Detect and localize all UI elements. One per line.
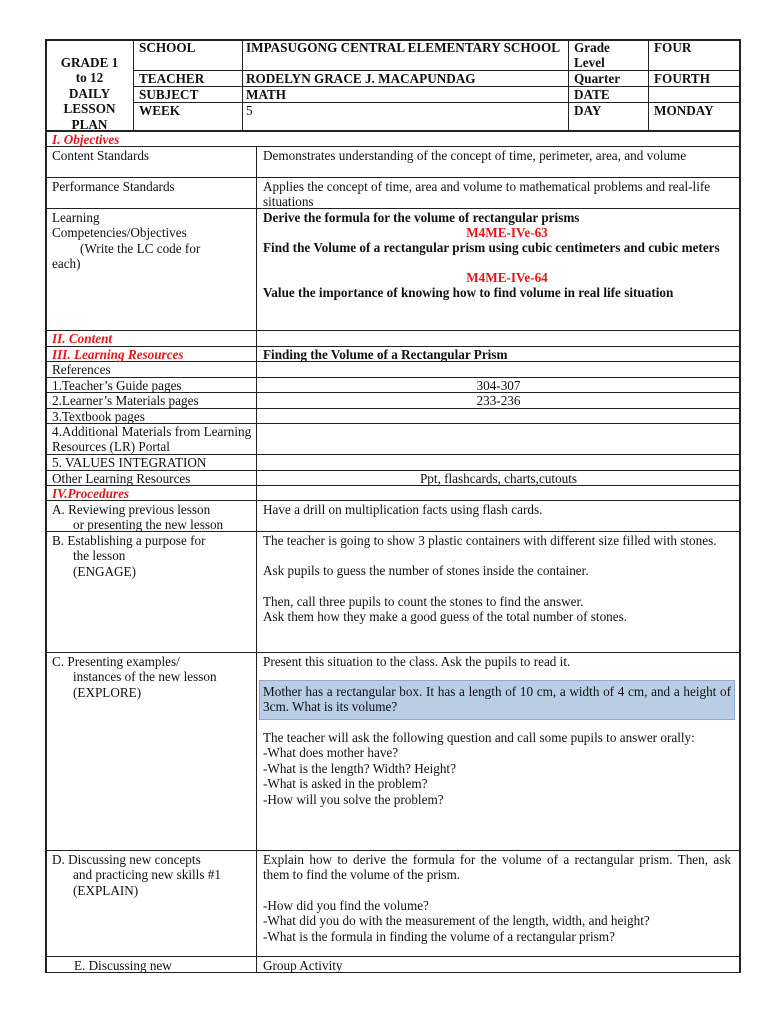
procedure-b-label-line: the lesson bbox=[73, 548, 126, 564]
content-heading: II. Content bbox=[52, 331, 113, 346]
procedure-d-question: -What did you do with the measurement of the length, width, and height? bbox=[263, 913, 650, 929]
subject-value: MATH bbox=[246, 87, 287, 102]
values-integration-label: 5. VALUES INTEGRATION bbox=[52, 455, 207, 470]
procedures-heading: IV.Procedures bbox=[52, 486, 130, 501]
lc-code-2: M4ME-IVe-64 bbox=[466, 270, 548, 285]
procedure-b-paragraph: The teacher is going to show 3 plastic containers with different size filled with stones. bbox=[263, 533, 717, 548]
procedure-e-label: E. Discussing new bbox=[74, 958, 172, 973]
dlp-title-line: DAILY bbox=[68, 85, 111, 101]
learning-resources-heading: III. Learning Resources bbox=[52, 347, 184, 362]
week-value: 5 bbox=[246, 103, 253, 118]
content-standards-label: Content Standards bbox=[52, 148, 150, 163]
procedure-c-label-line: C. Presenting examples/ bbox=[52, 654, 180, 669]
procedure-c-label bbox=[52, 654, 252, 700]
procedure-c-question: -How will you solve the problem? bbox=[263, 791, 444, 807]
grid-line bbox=[648, 39, 649, 130]
grid-line bbox=[45, 177, 740, 178]
additional-materials-label: 4.Additional Materials from Learning Resources (LR) Portal bbox=[52, 424, 252, 455]
procedure-d-label-line: (EXPLAIN) bbox=[73, 882, 139, 898]
procedure-c-questions bbox=[263, 730, 731, 807]
grid-line bbox=[45, 850, 740, 851]
quarter-label: Quarter bbox=[574, 71, 621, 86]
grid-line bbox=[133, 39, 134, 130]
grade-level-label: Grade Level bbox=[574, 40, 610, 71]
performance-standards-label: Performance Standards bbox=[52, 179, 175, 194]
learners-materials-label: 2.Learner’s Materials pages bbox=[52, 393, 199, 408]
other-resources-label: Other Learning Resources bbox=[52, 471, 191, 486]
procedure-c-problem: Mother has a rectangular box. It has a length of 10 cm, a width of 4 cm, and a height of 3cm. What is its volume? bbox=[263, 684, 731, 715]
procedure-c-question: -What is asked in the problem? bbox=[263, 776, 428, 792]
lc-label bbox=[52, 210, 252, 272]
performance-standards-value: Applies the concept of time, area and volume to mathematical problems and real-life situations bbox=[263, 179, 711, 210]
lc-1: Derive the formula for the volume of rectangular prisms bbox=[263, 210, 580, 225]
topic-value: Finding the Volume of a Rectangular Prism bbox=[263, 347, 508, 362]
grid-line bbox=[45, 652, 740, 653]
table-border-left bbox=[45, 39, 47, 973]
objectives-heading: I. Objectives bbox=[52, 132, 120, 147]
grid-line bbox=[256, 146, 257, 973]
subject-label: SUBJECT bbox=[139, 87, 199, 102]
lc-3: Value the importance of knowing how to find volume in real life situation bbox=[263, 285, 674, 300]
dlp-title-line: GRADE 1 bbox=[60, 55, 119, 70]
procedure-b-label bbox=[52, 533, 252, 579]
procedure-c-label-line: (EXPLORE) bbox=[73, 684, 142, 700]
table-border-right bbox=[739, 39, 741, 973]
grade-level-value: FOUR bbox=[654, 40, 692, 55]
grid-line bbox=[242, 39, 243, 130]
procedure-a-label bbox=[52, 502, 252, 533]
procedure-b-paragraph: Ask them how they make a good guess of the total number of stones. bbox=[263, 609, 628, 625]
lc-code-1: M4ME-IVe-63 bbox=[466, 225, 548, 240]
teachers-guide-value: 304-307 bbox=[476, 378, 521, 393]
teachers-guide-label: 1.Teacher’s Guide pages bbox=[52, 378, 182, 393]
grid-line bbox=[568, 39, 569, 130]
procedure-b-label-line: B. Establishing a purpose for bbox=[52, 533, 206, 548]
procedure-d-question: -What is the formula in finding the volume of a rectangular prism? bbox=[263, 928, 615, 944]
dlp-title-line: LESSON bbox=[63, 101, 116, 117]
references-label: References bbox=[52, 362, 111, 377]
procedure-c-paragraph: The teacher will ask the following question and call some pupils to answer orally: bbox=[263, 730, 695, 745]
lc-label-line: Learning Competencies/Objectives bbox=[52, 210, 187, 241]
procedure-b-paragraph: Then, call three pupils to count the stones to find the answer. bbox=[263, 593, 584, 609]
procedure-d-label bbox=[52, 852, 252, 898]
lc-label-line: (Write the LC code for each) bbox=[52, 240, 201, 272]
procedure-d-paragraph: Explain how to derive the formula for the volume of a rectangular prism. Then, ask them to find the volume of the prism. bbox=[263, 852, 731, 883]
procedure-d-content bbox=[263, 852, 731, 944]
procedure-c-intro: Present this situation to the class. Ask the pupils to read it. bbox=[263, 654, 571, 669]
procedure-b-label-line: (ENGAGE) bbox=[73, 563, 136, 579]
procedure-c-question: -What does mother have? bbox=[263, 745, 399, 761]
quarter-value: FOURTH bbox=[654, 71, 710, 86]
procedure-b-paragraph: Ask pupils to guess the number of stones inside the container. bbox=[263, 563, 589, 579]
grid-line bbox=[45, 500, 740, 501]
lc-2: Find the Volume of a rectangular prism using cubic centimeters and cubic meters bbox=[263, 240, 720, 255]
procedure-d-question: -How did you find the volume? bbox=[263, 897, 429, 913]
textbook-label: 3.Textbook pages bbox=[52, 409, 145, 424]
grid-line bbox=[45, 330, 740, 331]
procedure-c-question: -What is the length? Width? Height? bbox=[263, 760, 456, 776]
procedure-b-content bbox=[263, 533, 731, 625]
procedure-e-value: Group Activity bbox=[263, 958, 343, 973]
week-label: WEEK bbox=[139, 103, 181, 118]
dlp-title bbox=[47, 55, 132, 132]
procedure-a-label-line: or presenting the new lesson bbox=[73, 517, 224, 533]
teacher-value: RODELYN GRACE J. MACAPUNDAG bbox=[246, 71, 476, 86]
procedure-a-label-line: A. Reviewing previous lesson bbox=[52, 502, 211, 517]
grid-line bbox=[45, 130, 740, 132]
procedure-a-value: Have a drill on multiplication facts using flash cards. bbox=[263, 502, 543, 517]
learners-materials-value: 233-236 bbox=[476, 393, 521, 408]
dlp-title-line: PLAN bbox=[71, 116, 108, 132]
other-resources-value: Ppt, flashcards, charts,cutouts bbox=[419, 471, 578, 486]
school-label: SCHOOL bbox=[139, 40, 196, 55]
content-standards-value: Demonstrates understanding of the concept of time, perimeter, area, and volume bbox=[263, 148, 687, 163]
date-label: DATE bbox=[574, 87, 610, 102]
grid-line bbox=[45, 956, 740, 957]
procedure-c-label-line: instances of the new lesson bbox=[73, 669, 217, 685]
day-label: DAY bbox=[574, 103, 602, 118]
school-value: IMPASUGONG CENTRAL ELEMENTARY SCHOOL bbox=[246, 40, 560, 55]
grid-line bbox=[45, 146, 740, 147]
teacher-label: TEACHER bbox=[139, 71, 205, 86]
procedure-d-label-line: D. Discussing new concepts bbox=[52, 852, 201, 867]
grid-line bbox=[133, 102, 740, 103]
day-value: MONDAY bbox=[654, 103, 714, 118]
dlp-title-line: to 12 bbox=[75, 70, 104, 86]
procedure-d-label-line: and practicing new skills #1 bbox=[73, 867, 221, 883]
